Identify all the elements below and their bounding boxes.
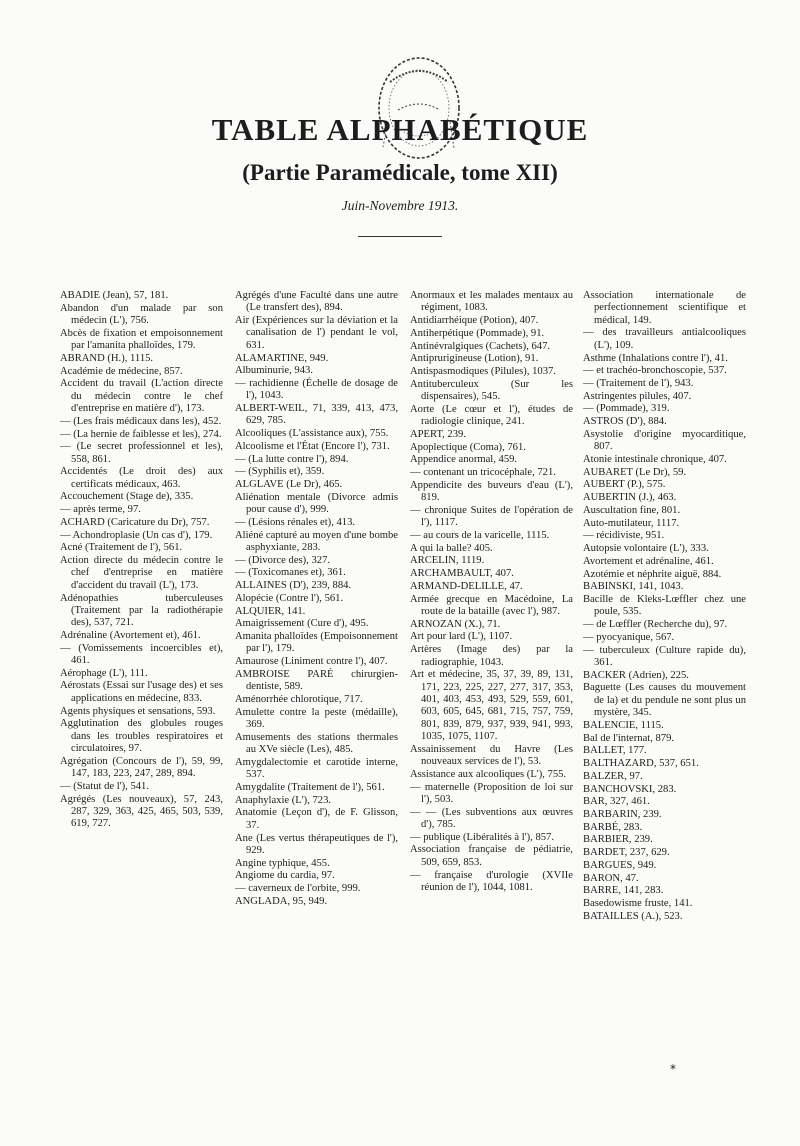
index-entry: — chronique Suites de l'opération de l'), 1117. [410, 504, 573, 529]
index-entry: ARCELIN, 1119. [410, 555, 485, 567]
index-entry: — après terme, 97. [60, 504, 141, 516]
index-entry: Antiprurigineuse (Lotion), 91. [410, 353, 539, 365]
index-entry: Aérophage (L'), 111. [60, 667, 148, 679]
index-entry: ALGLAVE (Le Dr), 465. [235, 479, 343, 491]
index-entry: Aérostats (Essai sur l'usage des) et ses applications en médecine, 833. [60, 680, 223, 704]
index-entry: Apoplectique (Coma), 761. [410, 441, 526, 453]
index-entry: Asthme (Inhalations contre l'), 41. [583, 352, 728, 364]
index-entry: — française d'urologie (XVIIe réunion de l'), 1044, 1081. [410, 869, 573, 893]
index-entry: Astringentes pilules, 407. [583, 390, 692, 402]
title-divider [358, 236, 442, 237]
index-entry: ALLAINES (D'), 239, 884. [235, 580, 352, 592]
index-entry: ABADIE (Jean), 57, 181. [60, 290, 169, 301]
page-title: TABLE ALPHABÉTIQUE [211, 112, 589, 147]
page-subtitle: (Partie Paramédicale, tome XII) [242, 160, 558, 185]
index-entry: — (La hernie de faiblesse et les), 274. [60, 428, 222, 440]
index-entry: — (Traitement de l'), 943. [583, 377, 694, 389]
index-entry: — des travailleurs antialcooliques (L'), 109. [583, 327, 746, 351]
index-entry: — (Vomissements incoercibles et), 461. [60, 642, 223, 666]
index-entry: Acné (Traitement de l'), 561. [60, 542, 183, 554]
index-column-3 [410, 290, 573, 1080]
index-entry: Amulette contre la peste (médaille), 369. [235, 706, 398, 731]
index-entry: Amygdalite (Traitement de l'), 561. [235, 781, 385, 793]
index-entry: ANGLADA, 95, 949. [235, 895, 328, 907]
index-entry: — caverneux de l'orbite, 999. [235, 883, 361, 895]
index-entry: Agrégés d'une Faculté dans une autre (Le transfert des), 894. [235, 290, 398, 314]
index-entry: Abandon d'un malade par son médecin (L'), 756. [60, 302, 223, 327]
index-entry: Amygdalectomie et carotide interne, 537. [235, 756, 398, 781]
index-entry: Aorte (Le cœur et l'), études de radiologie clinique, 241. [410, 403, 573, 428]
index-entry: — de Lœffler (Recherche du), 97. [583, 619, 728, 631]
index-entry: — (Lésions rénales et), 413. [235, 516, 356, 528]
index-entry: AUBERTIN (J.), 463. [583, 492, 677, 504]
index-entry: — récidiviste, 951. [583, 530, 665, 542]
index-entry: BALLET, 177. [583, 745, 647, 757]
index-entry: Adrénaline (Avortement et), 461. [60, 629, 201, 641]
index-column-1 [60, 290, 223, 1080]
index-entry: Accidentés (Le droit des) aux certificats médicaux, 463. [60, 466, 223, 490]
index-entry: BARGUES, 949. [583, 859, 657, 871]
index-entry: Angine typhique, 455. [235, 857, 330, 869]
index-entry: Anatomie (Leçon d'), de F. Glisson, 37. [235, 807, 398, 831]
index-entry: ALQUIER, 141. [235, 605, 306, 617]
index-entry: — (Statut de l'), 541. [60, 780, 150, 792]
index-entry: — et trachéo-bronchoscopie, 537. [583, 365, 727, 377]
index-entry: BATAILLES (A.), 523. [583, 910, 683, 922]
index-entry: Amusements des stations thermales au XVe siècle (Les), 485. [235, 731, 398, 756]
index-entry: Autopsie volontaire (L'), 333. [583, 543, 709, 555]
index-entry: Académie de médecine, 857. [60, 365, 183, 377]
index-entry: Alopécie (Contre l'), 561. [235, 592, 344, 604]
index-entry: Abcès de fixation et empoisonnement par l'amanita phalloïdes, 179. [60, 327, 223, 352]
index-entry: Asystolie d'origine myocarditique, 807. [583, 428, 746, 453]
index-entry: Avortement et adrénaline, 461. [583, 555, 714, 567]
index-columns [60, 290, 750, 1080]
index-entry: — tuberculeux (Culture rapide du), 361. [583, 644, 746, 668]
index-entry: Basedowisme fruste, 141. [583, 898, 693, 910]
index-entry: — (Les frais médicaux dans les), 452. [60, 415, 222, 427]
index-entry: — (Toxicomanes et), 361. [235, 567, 346, 579]
index-entry: Artères (Image des) par la radiographie, 1043. [410, 644, 573, 668]
index-entry: Appendicite des buveurs d'eau (L'), 819. [410, 479, 573, 504]
index-entry: Association française de pédiatrie, 509, 659, 853. [410, 844, 573, 868]
index-column-4 [583, 290, 746, 1080]
index-entry: BACKER (Adrien), 225. [583, 669, 689, 681]
index-entry: Alcoolisme et l'État (Encore l'), 731. [235, 440, 390, 452]
footer-mark: * [670, 1062, 676, 1076]
index-entry: Appendice anormal, 459. [410, 454, 518, 466]
index-entry: AUBERT (P.), 575. [583, 479, 666, 491]
index-entry: ARMAND-DELILLE, 47. [410, 580, 523, 592]
index-column-2 [235, 290, 398, 1080]
index-entry: ARNOZAN (X.), 71. [410, 618, 501, 630]
index-entry: BAR, 327, 461. [583, 796, 650, 808]
index-entry: Accident du travail (L'action directe du médecin contre le chef d'entreprise en matière d'), 173. [60, 378, 223, 415]
index-entry: — (La lutte contre l'), 894. [235, 453, 349, 465]
index-entry: Bacille de Kleks-Lœffler chez une poule, 535. [583, 594, 746, 618]
index-entry: Aliéné capturé au moyen d'une bombe asphyxiante, 283. [235, 529, 398, 553]
index-entry: AUBARET (Le Dr), 59. [583, 466, 687, 478]
index-entry: BARRE, 141, 283. [583, 885, 664, 897]
index-entry: Antiherpétique (Pommade), 91. [410, 327, 545, 339]
index-entry: BANCHOVSKI, 283. [583, 783, 677, 795]
index-entry: BALTHAZARD, 537, 651. [583, 758, 699, 770]
index-entry: — pyocyanique, 567. [583, 631, 675, 643]
index-entry: Anormaux et les malades mentaux au régiment, 1083. [410, 290, 573, 314]
index-entry: Angiome du cardia, 97. [235, 870, 335, 882]
index-entry: Armée grecque en Macédoine, La route de la bataille (avec l'), 987. [410, 593, 573, 618]
index-entry: Agrégation (Concours de l'), 59, 99, 147, 183, 223, 247, 289, 894. [60, 755, 223, 780]
index-entry: BARON, 47. [583, 872, 639, 884]
index-entry: Antituberculeux (Sur les dispensaires), 545. [410, 378, 573, 403]
index-entry: — publique (Libéralités à l'), 857. [410, 831, 555, 843]
index-entry: Art et médecine, 35, 37, 39, 89, 131, 171, 223, 225, 227, 277, 317, 353, 401, 403, 453, 493, 529, 559, 601, 603, 605, 645, 681, 715, 757, 759, 801, 839, 879, 937, 939, 941, 993, 1035, 1075, 1107. [410, 669, 573, 743]
index-entry: AMBROISE PARÉ chirurgien-dentiste, 589. [235, 668, 398, 693]
index-entry: BARBÉ, 283. [583, 821, 643, 833]
index-entry: Anaphylaxie (L'), 723. [235, 794, 332, 806]
index-entry: Agglutination des globules rouges dans les troubles respiratoires et circulatoires, 97. [60, 718, 223, 754]
index-entry: Ane (Les vertus thérapeutiques de l'), 929. [235, 832, 398, 856]
index-entry: APERT, 239. [410, 428, 466, 440]
index-entry: Auscultation fine, 801. [583, 504, 681, 516]
index-entry: Antinévralgiques (Cachets), 647. [410, 340, 551, 352]
index-entry: ALBERT-WEIL, 71, 339, 413, 473, 629, 785. [235, 403, 398, 427]
index-entry: Assainissement du Havre (Les nouveaux services de l'), 53. [410, 743, 573, 768]
index-entry: ABRAND (H.), 1115. [60, 352, 154, 364]
index-entry: Aménorrhée chlorotique, 717. [235, 693, 363, 705]
index-entry: Alcooliques (L'assistance aux), 755. [235, 428, 389, 440]
index-entry: Baguette (Les causes du mouvement de la) et du pendule ne sont plus un mystère, 345. [583, 682, 746, 719]
index-entry: Art pour lard (L'), 1107. [410, 631, 513, 643]
index-entry: Accouchement (Stage de), 335. [60, 491, 194, 503]
index-entry: Agrégés (Les nouveaux), 57, 243, 287, 329, 363, 425, 465, 503, 539, 619, 727. [60, 793, 223, 830]
index-entry: BARDET, 237, 629. [583, 847, 670, 859]
index-entry: Antidiarrhéique (Potion), 407. [410, 315, 539, 327]
index-entry: Assistance aux alcooliques (L'), 755. [410, 768, 567, 780]
index-entry: Albuminurie, 943. [235, 365, 313, 377]
index-entry: — Achondroplasie (Un cas d'), 179. [60, 529, 213, 541]
index-entry: ASTROS (D'), 884. [583, 416, 667, 428]
index-entry: — (Le secret professionnel et les), 558, 861. [60, 441, 223, 465]
index-entry: Azotémie et néphrite aiguë, 884. [583, 568, 722, 580]
index-entry: ARCHAMBAULT, 407. [410, 568, 514, 580]
index-entry: — au cours de la varicelle, 1115. [410, 530, 550, 541]
index-entry: ALAMARTINE, 949. [235, 352, 329, 364]
index-entry: BARBARIN, 239. [583, 808, 662, 820]
index-entry: Air (Expériences sur la déviation et la canalisation de l') pendant le vol, 631. [235, 315, 398, 351]
index-entry: — rachidienne (Échelle de dosage de l'), 1043. [235, 377, 398, 402]
index-entry: BARBIER, 239. [583, 834, 653, 846]
index-entry: — (Syphilis et), 359. [235, 466, 325, 478]
index-entry: Aliénation mentale (Divorce admis pour cause d'), 999. [235, 491, 398, 516]
index-entry: Amaigrissement (Cure d'), 495. [235, 618, 369, 630]
index-entry: BALENCIE, 1115. [583, 719, 664, 731]
index-entry: BABINSKI, 141, 1043. [583, 581, 684, 593]
index-entry: A qui la balle? 405. [410, 542, 493, 554]
index-entry: — — (Les subventions aux œuvres d'), 785. [410, 806, 573, 830]
index-entry: Agents physiques et sensations, 593. [60, 705, 216, 717]
index-entry: ACHARD (Caricature du Dr), 757. [60, 516, 210, 528]
index-entry: — maternelle (Proposition de loi sur l'), 503. [410, 781, 573, 805]
index-entry: BALZER, 97. [583, 770, 643, 782]
index-entry: Amanita phalloïdes (Empoisonnement par l'), 179. [235, 631, 398, 655]
index-entry: Auto-mutilateur, 1117. [583, 517, 680, 529]
index-entry: Amaurose (Liniment contre l'), 407. [235, 656, 388, 668]
index-entry: Bal de l'internat, 879. [583, 732, 675, 744]
index-entry: Atonie intestinale chronique, 407. [583, 453, 727, 465]
index-entry: — (Pommade), 319. [583, 403, 670, 415]
index-entry: Antispasmodiques (Pilules), 1037. [410, 366, 556, 378]
index-entry: — (Divorce des), 327. [235, 554, 331, 566]
index-entry: Association internationale de perfectionnement scientifique et médical, 149. [583, 290, 746, 326]
index-entry: — contenant un tricocéphale, 721. [410, 467, 556, 479]
date-range: Juin-Novembre 1913. [341, 198, 459, 213]
index-entry: Action directe du médecin contre le chef d'entreprise en matière d'accident du travail (L'), 173. [60, 555, 223, 591]
index-entry: Adénopathies tuberculeuses (Traitement par la radiothérapie des), 537, 721. [60, 592, 223, 629]
